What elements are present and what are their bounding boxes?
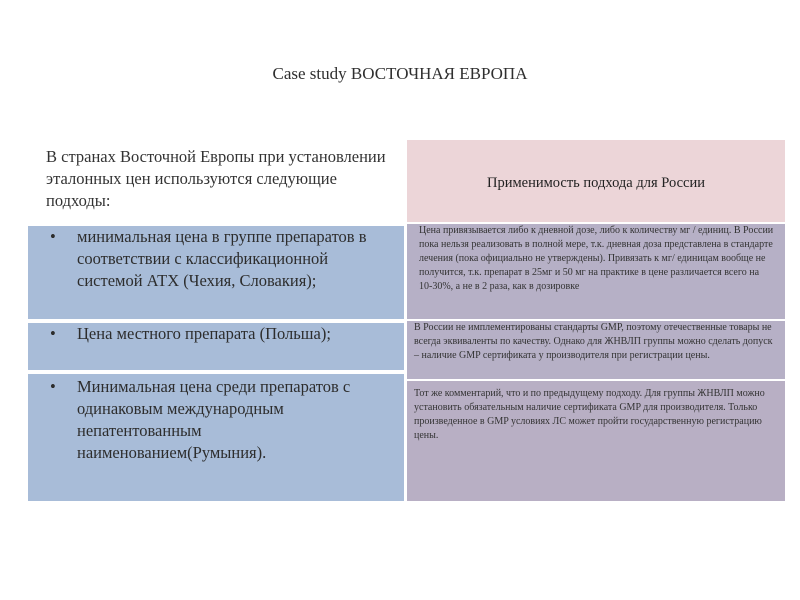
comment-row-2 xyxy=(407,321,785,379)
approach-row-1 xyxy=(28,226,404,319)
bullet-icon: • xyxy=(50,324,56,343)
right-header-cell xyxy=(407,140,785,222)
comment-row-1 xyxy=(407,224,785,319)
slide-title: Case study ВОСТОЧНАЯ ЕВРОПА xyxy=(272,64,528,83)
left-header: В странах Восточной Европы при установлении эталонных цен используются следующие подходы: xyxy=(46,147,386,210)
bullet-text-2: Цена местного препарата (Польша); xyxy=(77,324,331,343)
comment-row-3 xyxy=(407,381,785,501)
bullet-text-1: минимальная цена в группе препаратов в соответствии с классификационной системой АТХ (Чехия, Словакия); xyxy=(77,227,367,290)
comment-text-1: Цена привязывается либо к дневной дозе, либо к количеству мг / единиц. В России пока нельзя реализовать в полной мере, т.к. дневная доза представлена в стандарте лечения (пока официально не утверждены). Привязать к мг/ единицам вообще не получится, т.к. препарат в 25мг и 50 мг на практике в цене различается всего на 10-30%, а не в 2 раза, как в дозировке xyxy=(419,225,774,292)
bullet-icon: • xyxy=(50,227,56,246)
approach-row-2 xyxy=(28,323,404,370)
comment-text-2: В России не имплементированы стандарты GMP, поэтому отечественные товары не всегда эквиваленты по качеству. Однако для ЖНВЛП группы можно сделать допуск – наличие GMP сертификата у производителя при регистрации цены. xyxy=(414,322,773,361)
bullet-icon: • xyxy=(50,377,56,396)
right-header: Применимость подхода для России xyxy=(487,175,705,191)
comment-text-3: Тот же комментарий, что и по предыдущему подходу. Для группы ЖНВЛП можно установить обязательным наличие сертификата GMP для производителя. Только произведенное в GMP условиях ЛС может пройти государственную регистрацию цены. xyxy=(414,388,765,441)
bullet-text-3: Минимальная цена среди препаратов с одинаковым международным непатентованным наименованием(Румыния). xyxy=(77,377,351,462)
approach-row-3 xyxy=(28,374,404,501)
